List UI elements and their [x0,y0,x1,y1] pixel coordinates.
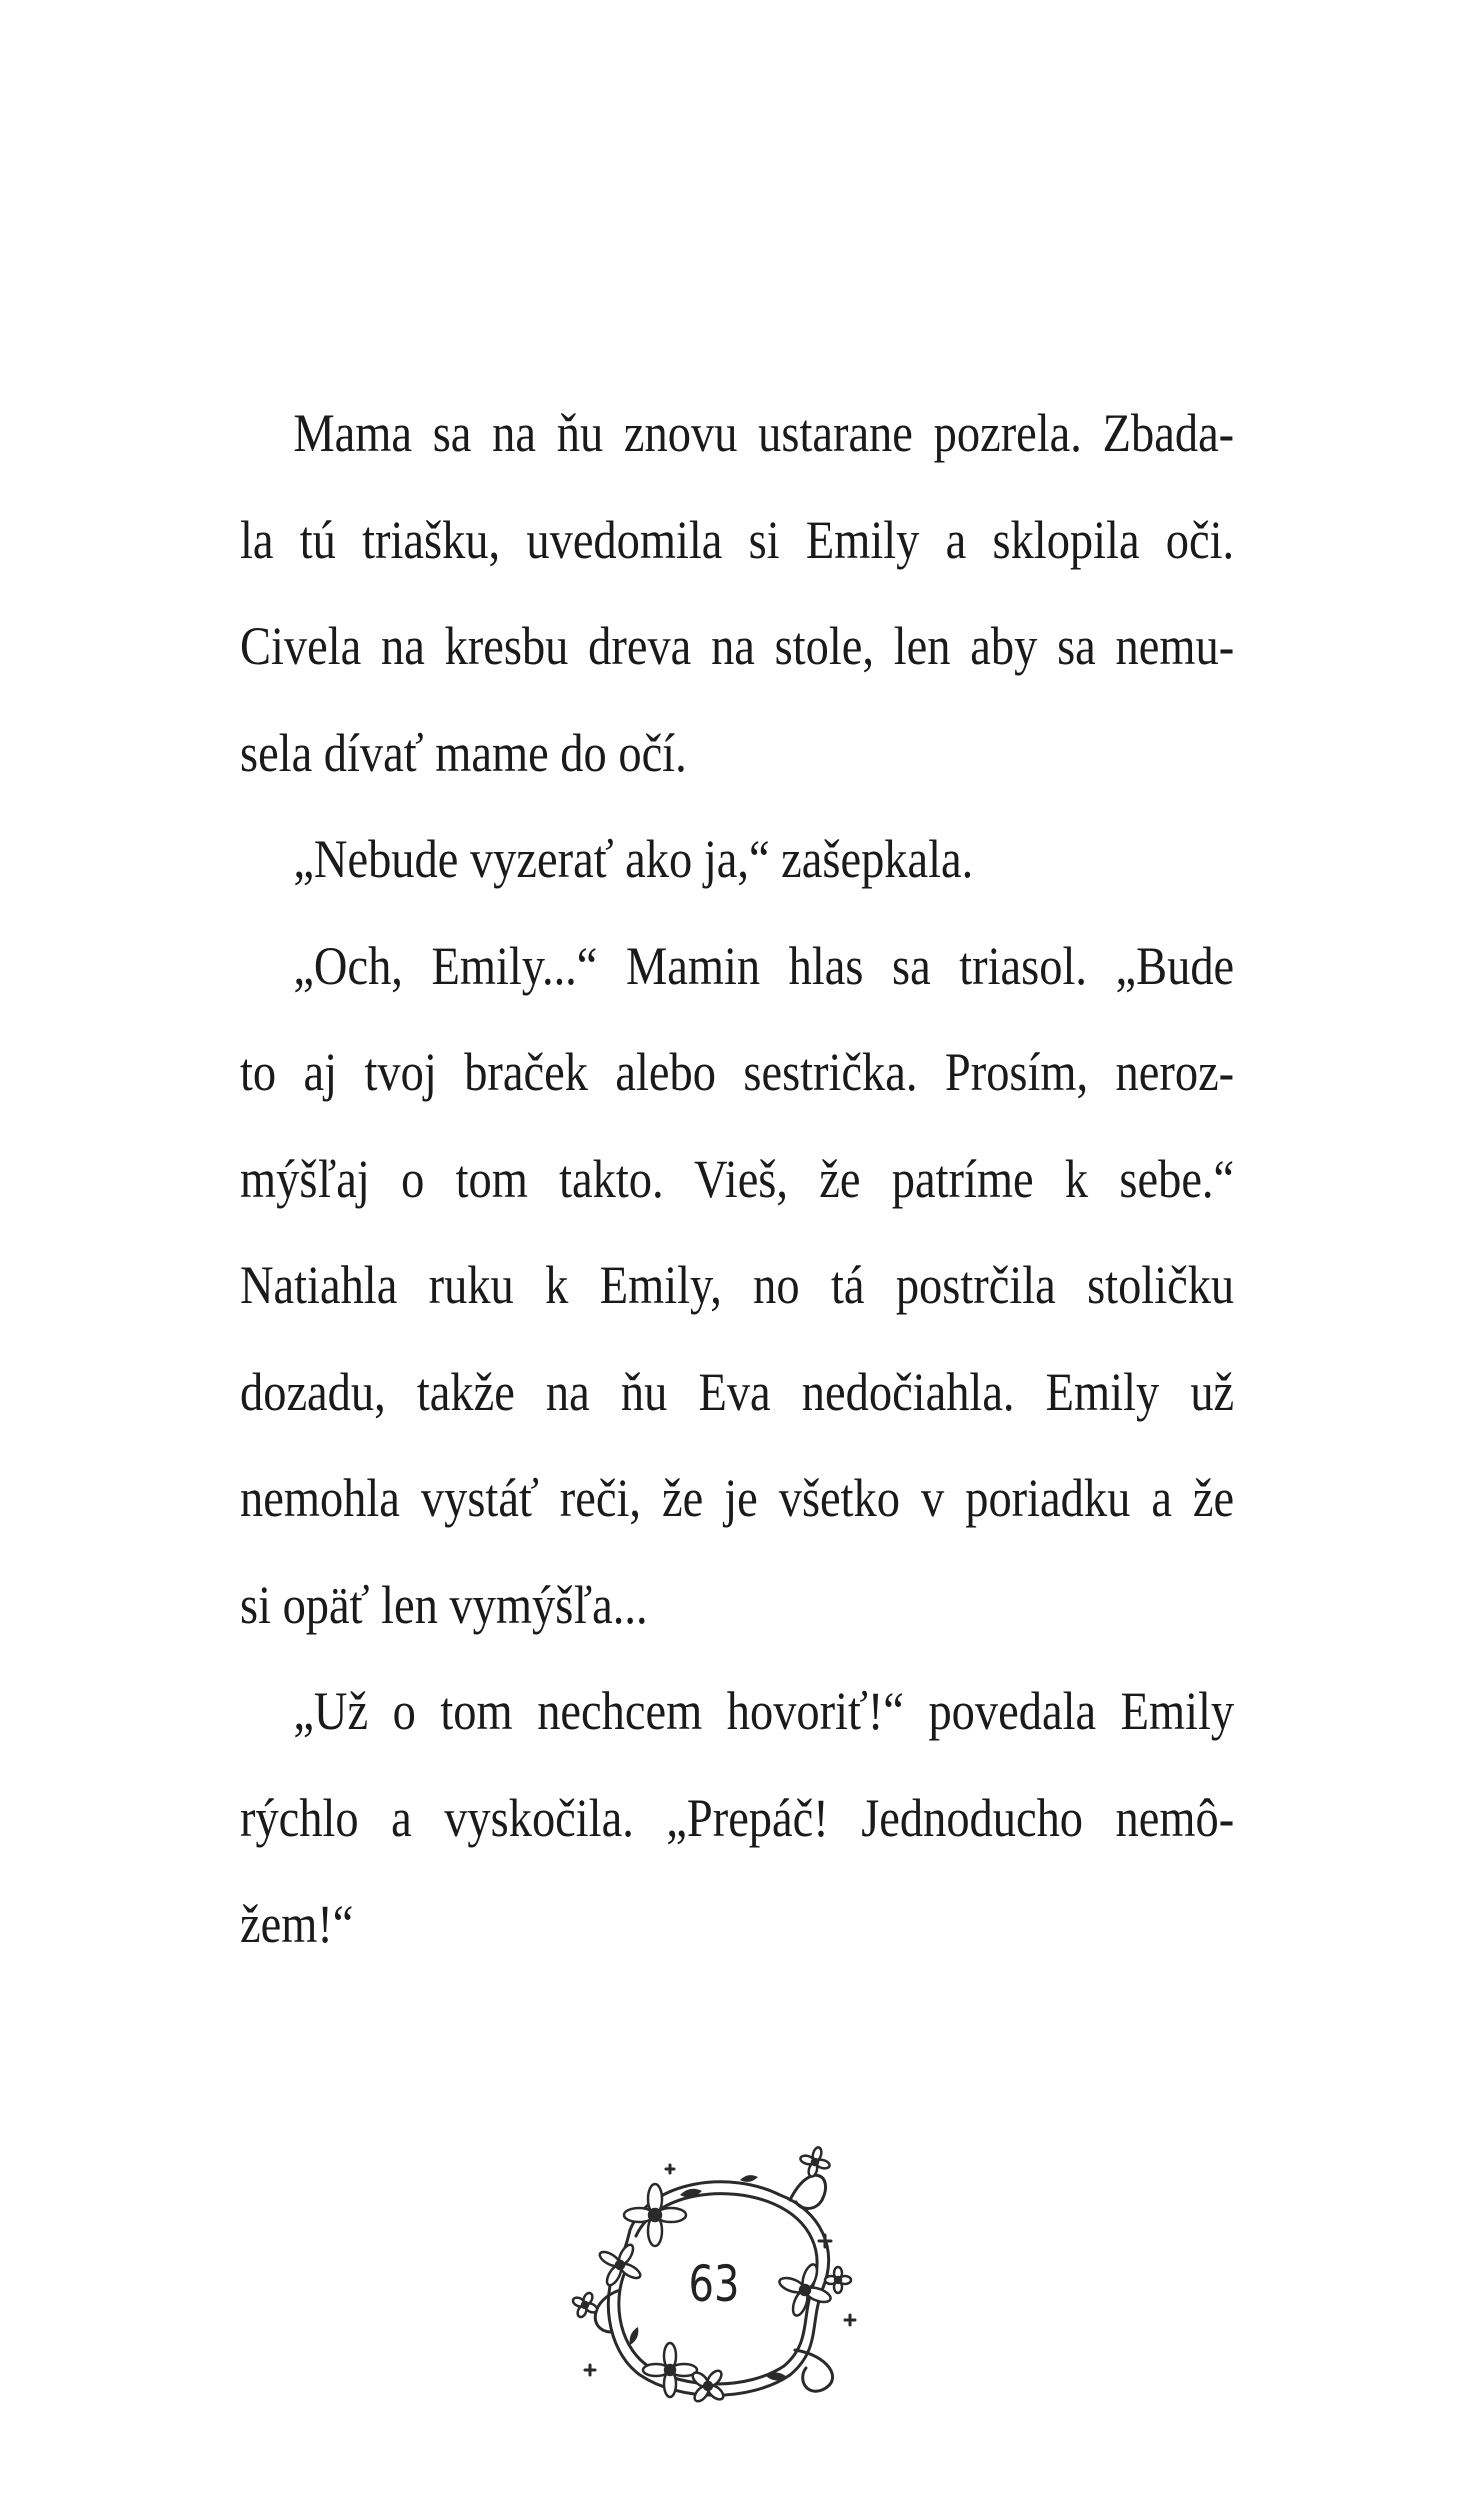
text-line: sela dívať mame do očí. [240,722,687,783]
text-line: nemohla vystáť reči, že je všetko v poriadku a že [240,1468,1235,1528]
text-line: dozadu, takže na ňu Eva nedočiahla. Emily už [240,1361,1235,1422]
page-number-ornament [560,2140,880,2420]
paragraph-2 [240,806,1234,913]
text-line: žem!“ [240,1894,354,1954]
text-line: to aj tvoj braček alebo sestrička. Prosím, neroz- [240,1042,1235,1102]
text-line: si opäť len vymýšľa... [240,1574,648,1635]
paragraph-3 [240,913,1234,1659]
paragraph-4 [240,1658,1234,1978]
page-number: 63 [688,2255,740,2313]
body-text [240,380,1234,1978]
text-line: Mama sa na ňu znovu ustarane pozrela. Zbada- [293,403,1235,463]
text-line: la tú triašku, uvedomila si Emily a sklopila oči. [240,509,1235,570]
text-line: Civela na kresbu dreva na stole, len aby sa nemu- [240,616,1235,676]
paragraph-1 [240,380,1234,806]
text-line: mýšľaj o tom takto. Vieš, že patríme k sebe.“ [240,1148,1235,1209]
text-line: „Nebude vyzerať ako ja,“ zašepkala. [293,829,974,889]
text-line: „Och, Emily...“ Mamin hlas sa triasol. „Bude [293,935,1235,996]
text-line: Natiahla ruku k Emily, no tá postrčila stoličku [240,1255,1235,1315]
text-line: „Už o tom nechcem hovoriť!“ povedala Emily [293,1681,1235,1741]
text-line: rýchlo a vyskočila. „Prepáč! Jednoducho nemô- [240,1787,1235,1848]
